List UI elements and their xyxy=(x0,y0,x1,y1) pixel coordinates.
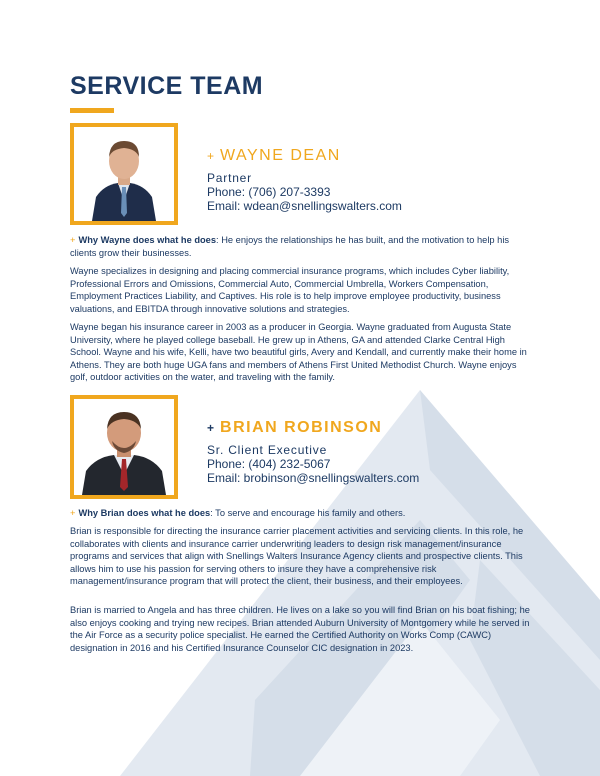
plus-icon: + xyxy=(207,421,215,435)
title-underline xyxy=(70,108,114,113)
member-name-brian xyxy=(207,419,382,437)
bio-paragraph: Wayne began his insurance career in 2003 as a producer in Georgia. Wayne graduated from Augusta State University, where he played college baseball. He grew up in Athens, GA and attended Clarke Central High School. Wayne and his wife, Kelli, have two beautiful girls, Avery and Kendall, and currently make their home in Athens. They are both huge UGA fans and members of Athens First United Methodist Church. Wayne enjoys golf, outdoor activities on the water, and traveling with the family. xyxy=(70,322,527,382)
bio-paragraph: Brian is married to Angela and has three children. He lives on a lake so you will find Brian on his boat fishing; he also enjoys cooking and trying new recipes. Brian attended Auburn University of Montgomery while he served in the Air Force as a security police specialist. He earned the Certified Authority on Works Comp (CAWC) designation in 2016 and his Certified Insurance Counselor CIC designation in 2023. xyxy=(70,605,530,653)
member-role: Sr. Client Executive xyxy=(207,443,328,457)
member-phone: Phone: (404) 232-5067 xyxy=(207,457,331,471)
page-title: SERVICE TEAM xyxy=(70,72,264,100)
why-statement xyxy=(70,234,530,259)
bio-paragraph: Brian is responsible for directing the insurance carrier placement activities and servicing clients. In this role, he collaborates with clients and insurance carrier underwriting leaders to design risk management/insurance programs and services that align with Snellings Walters Insurance Agency clients and prospective clients. This allows him to use his passion for serving others to insure they have a comprehensive risk management/insurance program that will protect the client, their business, and their employees. xyxy=(70,526,524,586)
brian-robinson-photo xyxy=(70,395,178,499)
member-name-text: WAYNE DEAN xyxy=(220,147,341,164)
member-phone: Phone: (706) 207-3393 xyxy=(207,185,331,199)
why-lead: Why Brian does what he does xyxy=(78,508,211,518)
why-lead: Why Wayne does what he does xyxy=(78,235,217,245)
bio-paragraph: Wayne specializes in designing and placing commercial insurance programs, which includes Cyber liability, Professional Errors and Omissions, Commercial Auto, Commercial Umbrella, Workers Compensation, Employment Practices Liability, and Captives. His role is to help improve employee productivity, business valuations, and EBITDA through innovative solutions and strategies. xyxy=(70,266,510,314)
wayne-dean-photo xyxy=(70,123,178,225)
why-statement xyxy=(70,507,530,520)
member-name-wayne xyxy=(207,147,341,165)
member-email[interactable]: Email: brobinson@snellingswalters.com xyxy=(207,471,420,485)
plus-icon: + xyxy=(207,149,215,163)
why-text: : To serve and encourage his family and others. xyxy=(210,508,406,518)
plus-icon: + xyxy=(70,235,76,245)
member-email[interactable]: Email: wdean@snellingswalters.com xyxy=(207,199,402,213)
member-name-text: BRIAN ROBINSON xyxy=(220,419,383,436)
member-role: Partner xyxy=(207,171,252,185)
why-text: : He enjoys the relationships he has built, and the motivation to help his clients grow their businesses. xyxy=(70,235,510,258)
plus-icon: + xyxy=(70,508,76,518)
